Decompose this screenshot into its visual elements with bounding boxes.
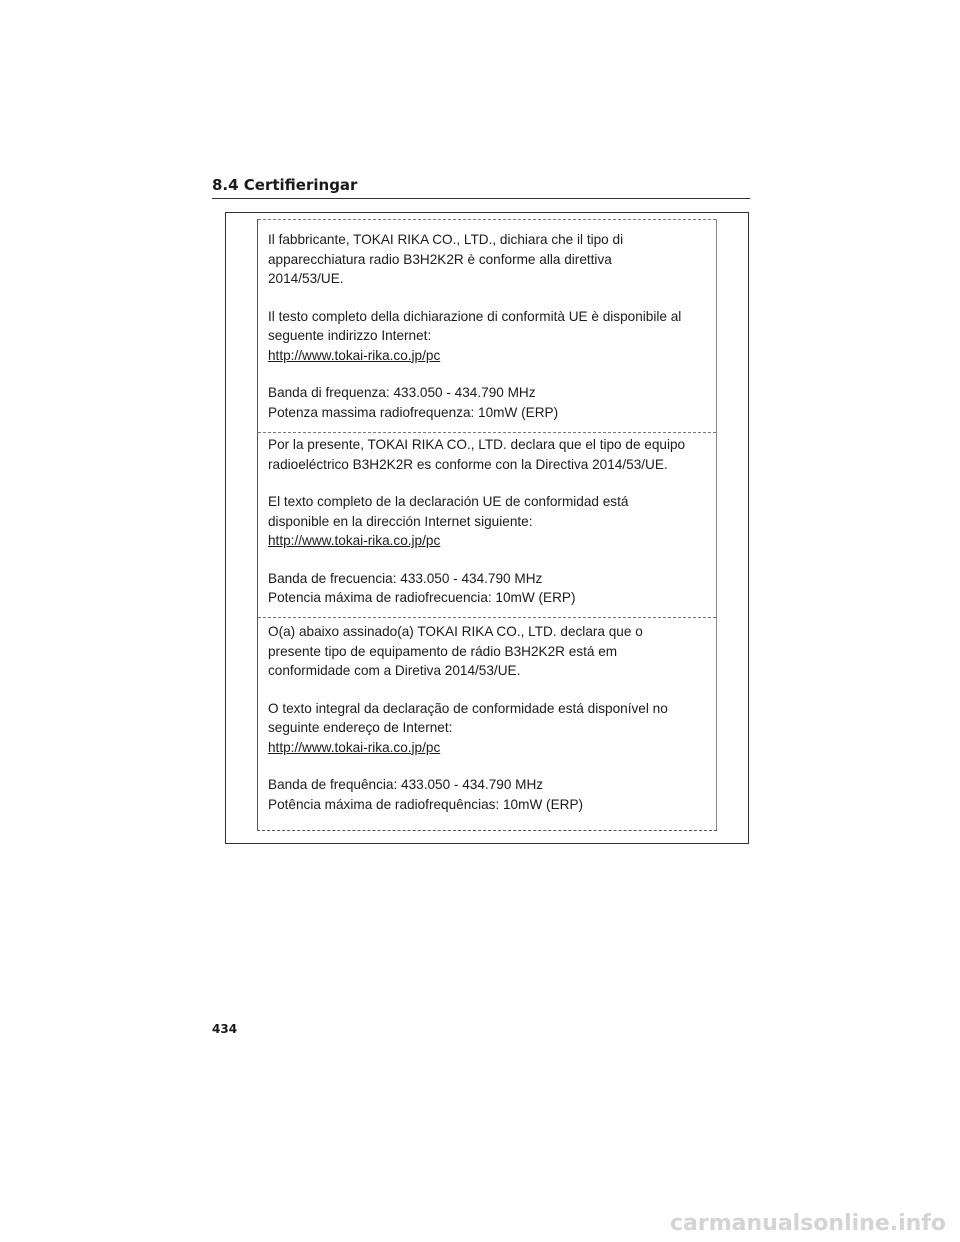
availability-line: O texto integral da declaração de conformidade está disponível no: [268, 700, 668, 716]
frequency-band: Banda de frecuencia: 433.050 - 434.790 MHz: [268, 570, 543, 586]
page-number: 434: [212, 1022, 238, 1036]
site-watermark: carmanualsonline.info: [670, 1211, 946, 1236]
intro-line: apparecchiatura radio B3H2K2R è conforme alla direttiva: [268, 251, 612, 267]
declaration-link[interactable]: http://www.tokai-rika.co.jp/pc: [268, 739, 441, 755]
declaration-link[interactable]: http://www.tokai-rika.co.jp/pc: [268, 533, 441, 548]
declaration-portuguese: [258, 617, 716, 831]
availability-line: disponible en la dirección Internet siguiente:: [268, 513, 533, 529]
intro-line: Il fabbricante, TOKAI RIKA CO., LTD., dichiara che il tipo di: [268, 232, 624, 247]
declaration-link[interactable]: http://www.tokai-rika.co.jp/pc: [268, 347, 441, 363]
availability-line: El texto completo de la declaración UE de conformidad está: [268, 494, 629, 509]
frequency-band: Banda di frequenza: 433.050 - 434.790 MHz: [268, 385, 536, 400]
declaration-italian: [258, 219, 716, 431]
availability-line: Il testo completo della dichiarazione di conformità UE è disponibile al: [268, 308, 682, 324]
intro-line: 2014/53/UE.: [268, 271, 344, 286]
intro-line: Por la presente, TOKAI RIKA CO., LTD. declara que el tipo de equipo: [268, 437, 686, 452]
declaration-scan: [257, 219, 717, 831]
availability-line: seguente indirizzo Internet:: [268, 328, 432, 343]
intro-line: O(a) abaixo assinado(a) TOKAI RIKA CO., LTD. declara que o: [268, 624, 643, 639]
max-power: Potenza massima radiofrequenza: 10mW (ERP): [268, 404, 559, 420]
heading-divider: [212, 198, 750, 199]
intro-line: presente tipo de equipamento de rádio B3H2K2R está em: [268, 643, 618, 659]
availability-line: seguinte endereço de Internet:: [268, 720, 453, 735]
max-power: Potência máxima de radiofrequências: 10mW (ERP): [268, 796, 584, 812]
max-power: Potencia máxima de radiofrecuencia: 10mW (ERP): [268, 590, 576, 605]
declaration-spanish: [258, 432, 716, 617]
frequency-band: Banda de frequência: 433.050 - 434.790 MHz: [268, 777, 544, 792]
intro-line: conformidade com a Diretiva 2014/53/UE.: [268, 663, 521, 678]
intro-line: radioeléctrico B3H2K2R es conforme con la Directiva 2014/53/UE.: [268, 456, 668, 472]
section-heading: 8.4 Certifieringar: [212, 176, 358, 194]
